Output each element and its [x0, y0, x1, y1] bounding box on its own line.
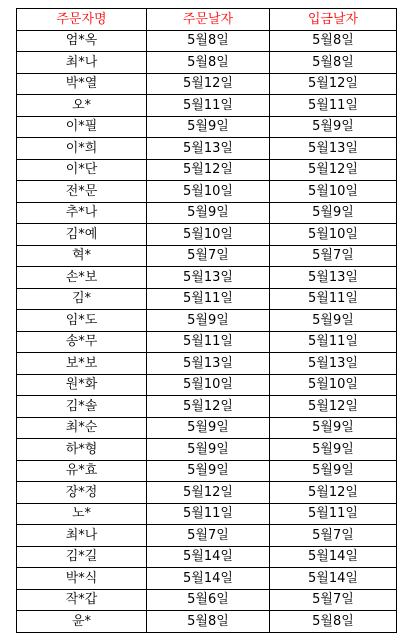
table-row	[17, 30, 397, 52]
deposit-date-cell: 5월9일	[270, 417, 397, 439]
deposit-date-cell: 5월11일	[270, 331, 397, 353]
orderer-name-cell: 혁*	[17, 245, 147, 267]
order-date-cell: 5월7일	[147, 245, 270, 267]
orderer-name-cell: 노*	[17, 503, 147, 525]
order-date-cell: 5월13일	[147, 138, 270, 160]
order-date-cell: 5월13일	[147, 267, 270, 289]
table-row	[17, 245, 397, 267]
table-row	[17, 52, 397, 74]
table-row	[17, 95, 397, 117]
order-date-cell: 5월12일	[147, 396, 270, 418]
orderer-name-cell: 하*형	[17, 439, 147, 461]
table-row	[17, 525, 397, 547]
table-row	[17, 288, 397, 310]
order-date-cell: 5월7일	[147, 525, 270, 547]
order-date-cell: 5월9일	[147, 460, 270, 482]
table-row	[17, 439, 397, 461]
orderer-name-cell: 손*보	[17, 267, 147, 289]
order-date-cell: 5월11일	[147, 288, 270, 310]
orderer-name-cell: 김*예	[17, 224, 147, 246]
order-date-cell: 5월12일	[147, 482, 270, 504]
table-row	[17, 116, 397, 138]
order-date-cell: 5월11일	[147, 503, 270, 525]
deposit-date-cell: 5월13일	[270, 267, 397, 289]
table-row	[17, 611, 397, 633]
orderer-name-cell: 오*	[17, 95, 147, 117]
orderer-name-cell: 작*갑	[17, 589, 147, 611]
deposit-date-cell: 5월13일	[270, 138, 397, 160]
header-orderer-name: 주문자명	[17, 9, 147, 31]
order-date-cell: 5월9일	[147, 310, 270, 332]
table-row	[17, 267, 397, 289]
deposit-date-cell: 5월7일	[270, 245, 397, 267]
order-date-cell: 5월14일	[147, 568, 270, 590]
deposit-date-cell: 5월8일	[270, 52, 397, 74]
order-table	[16, 8, 397, 633]
orderer-name-cell: 송*무	[17, 331, 147, 353]
table-row	[17, 310, 397, 332]
table-row	[17, 331, 397, 353]
orderer-name-cell: 이*단	[17, 159, 147, 181]
table-row	[17, 568, 397, 590]
orderer-name-cell: 윤*	[17, 611, 147, 633]
deposit-date-cell: 5월12일	[270, 73, 397, 95]
order-date-cell: 5월12일	[147, 73, 270, 95]
order-date-cell: 5월8일	[147, 52, 270, 74]
header-deposit-date: 입금날자	[270, 9, 397, 31]
table-row	[17, 503, 397, 525]
deposit-date-cell: 5월13일	[270, 353, 397, 375]
table-row	[17, 224, 397, 246]
orderer-name-cell: 이*희	[17, 138, 147, 160]
header-order-date: 주문날자	[147, 9, 270, 31]
table-row	[17, 181, 397, 203]
deposit-date-cell: 5월12일	[270, 396, 397, 418]
table-row	[17, 202, 397, 224]
table-row	[17, 73, 397, 95]
orderer-name-cell: 김*	[17, 288, 147, 310]
table-row	[17, 482, 397, 504]
deposit-date-cell: 5월10일	[270, 374, 397, 396]
order-date-cell: 5월9일	[147, 417, 270, 439]
table-row	[17, 138, 397, 160]
order-date-cell: 5월11일	[147, 95, 270, 117]
order-sheet	[16, 8, 396, 633]
deposit-date-cell: 5월7일	[270, 589, 397, 611]
orderer-name-cell: 임*도	[17, 310, 147, 332]
order-date-cell: 5월9일	[147, 116, 270, 138]
deposit-date-cell: 5월11일	[270, 288, 397, 310]
orderer-name-cell: 장*정	[17, 482, 147, 504]
orderer-name-cell: 원*화	[17, 374, 147, 396]
deposit-date-cell: 5월14일	[270, 546, 397, 568]
table-row	[17, 417, 397, 439]
orderer-name-cell: 유*효	[17, 460, 147, 482]
orderer-name-cell: 김*솔	[17, 396, 147, 418]
deposit-date-cell: 5월7일	[270, 525, 397, 547]
deposit-date-cell: 5월10일	[270, 181, 397, 203]
order-date-cell: 5월8일	[147, 611, 270, 633]
deposit-date-cell: 5월9일	[270, 460, 397, 482]
table-row	[17, 374, 397, 396]
order-date-cell: 5월10일	[147, 181, 270, 203]
deposit-date-cell: 5월9일	[270, 116, 397, 138]
order-date-cell: 5월10일	[147, 224, 270, 246]
order-date-cell: 5월13일	[147, 353, 270, 375]
orderer-name-cell: 박*식	[17, 568, 147, 590]
deposit-date-cell: 5월8일	[270, 30, 397, 52]
orderer-name-cell: 엄*옥	[17, 30, 147, 52]
table-row	[17, 396, 397, 418]
deposit-date-cell: 5월14일	[270, 568, 397, 590]
orderer-name-cell: 전*문	[17, 181, 147, 203]
order-date-cell: 5월6일	[147, 589, 270, 611]
orderer-name-cell: 보*보	[17, 353, 147, 375]
deposit-date-cell: 5월11일	[270, 503, 397, 525]
order-date-cell: 5월14일	[147, 546, 270, 568]
header-row	[17, 9, 397, 31]
order-date-cell: 5월9일	[147, 202, 270, 224]
orderer-name-cell: 최*나	[17, 52, 147, 74]
table-row	[17, 460, 397, 482]
deposit-date-cell: 5월10일	[270, 224, 397, 246]
deposit-date-cell: 5월9일	[270, 202, 397, 224]
deposit-date-cell: 5월11일	[270, 95, 397, 117]
order-date-cell: 5월12일	[147, 159, 270, 181]
deposit-date-cell: 5월12일	[270, 482, 397, 504]
deposit-date-cell: 5월9일	[270, 439, 397, 461]
order-date-cell: 5월9일	[147, 439, 270, 461]
deposit-date-cell: 5월8일	[270, 611, 397, 633]
table-row	[17, 353, 397, 375]
table-row	[17, 589, 397, 611]
order-date-cell: 5월10일	[147, 374, 270, 396]
orderer-name-cell: 최*순	[17, 417, 147, 439]
orderer-name-cell: 최*나	[17, 525, 147, 547]
orderer-name-cell: 김*길	[17, 546, 147, 568]
deposit-date-cell: 5월9일	[270, 310, 397, 332]
deposit-date-cell: 5월12일	[270, 159, 397, 181]
order-date-cell: 5월11일	[147, 331, 270, 353]
table-body	[17, 30, 397, 632]
order-date-cell: 5월8일	[147, 30, 270, 52]
orderer-name-cell: 추*나	[17, 202, 147, 224]
table-row	[17, 546, 397, 568]
orderer-name-cell: 이*필	[17, 116, 147, 138]
table-row	[17, 159, 397, 181]
orderer-name-cell: 박*열	[17, 73, 147, 95]
